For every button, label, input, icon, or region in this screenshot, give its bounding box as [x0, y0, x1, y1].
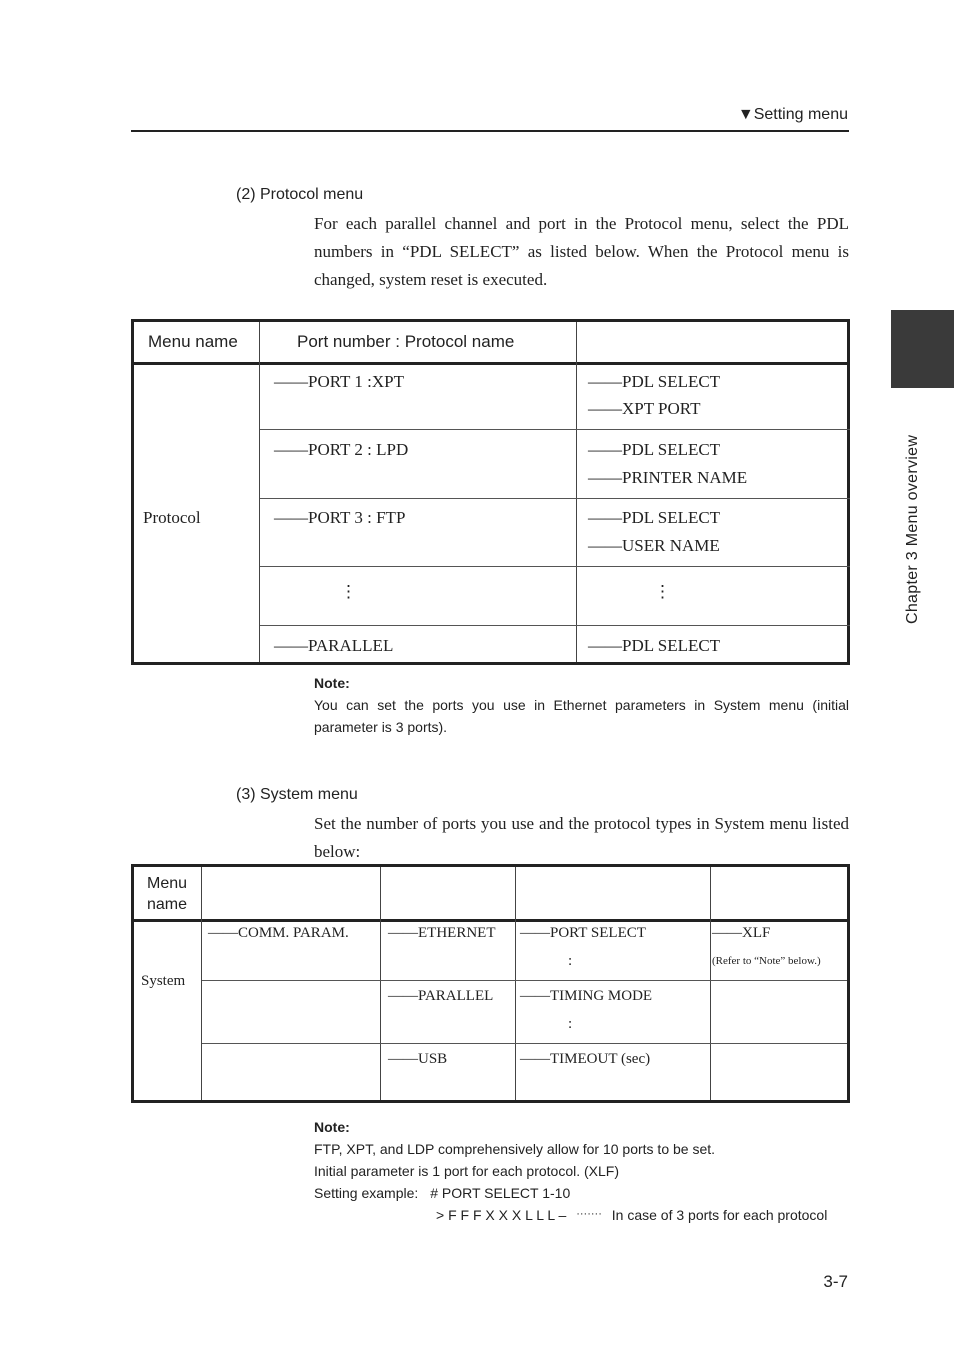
example-row — [314, 1182, 827, 1204]
table-row-divider — [260, 625, 850, 626]
section-title-protocol: (2) Protocol menu — [236, 186, 364, 203]
dotted-leader: ······· — [576, 1208, 602, 1220]
table-header-rule — [134, 919, 847, 922]
table-row-divider — [260, 429, 850, 430]
table-header-menu-name: Menu name — [146, 875, 188, 913]
ellipsis-vertical-icon: ⋮ — [340, 582, 357, 601]
page-number: 3-7 — [823, 1272, 848, 1291]
menu-name-cell: Protocol — [143, 508, 201, 527]
section-paragraph-system: Set the number of ports you use and the protocol types in System menu listed below: — [314, 814, 849, 861]
comm-param-cell: ——COMM. PARAM. — [208, 925, 349, 941]
item-cell: ——USER NAME — [588, 536, 720, 555]
table-row-divider — [260, 498, 850, 499]
item-cell: ——PDL SELECT — [588, 508, 721, 527]
port-cell: ——PORT 2 : LPD — [274, 440, 409, 459]
setting-cell: ——PORT SELECT — [520, 925, 646, 941]
table-row-divider — [260, 566, 850, 567]
setting-cell: ——TIMEOUT (sec) — [520, 1051, 651, 1067]
interface-cell: ——ETHERNET — [388, 925, 496, 941]
table-col-divider — [710, 867, 711, 1100]
menu-name-cell: System — [141, 973, 186, 989]
table-col-divider — [515, 867, 516, 1100]
value-cell: ——XLF — [712, 925, 771, 941]
example-label: Setting example: — [314, 1185, 419, 1201]
note-heading: Note: — [314, 1119, 350, 1135]
item-cell: ——PDL SELECT — [588, 372, 721, 391]
note-text — [314, 1138, 827, 1228]
ellipsis-vertical-icon: ⋮ — [654, 582, 671, 601]
header-rule — [131, 130, 849, 132]
table-col-divider — [201, 867, 202, 1100]
port-cell: ——PORT 1 :XPT — [274, 372, 404, 391]
interface-cell: ——USB — [388, 1051, 448, 1067]
section-title-system: (3) System menu — [236, 786, 358, 803]
example-value: > F F F X X X L L L – — [436, 1207, 567, 1223]
table-header-port: Port number : Protocol name — [297, 332, 515, 351]
system-menu-table — [131, 864, 850, 1103]
note-heading: Note: — [314, 675, 350, 691]
setting-cell: ——TIMING MODE — [520, 988, 653, 1004]
table-header-rule — [134, 362, 847, 365]
table-row-divider — [202, 980, 847, 981]
table-header-menu-name: Menu name — [148, 332, 238, 351]
table-row-divider — [202, 1043, 847, 1044]
running-header — [738, 106, 848, 124]
example-row — [314, 1204, 827, 1228]
table-col-divider — [576, 322, 577, 662]
triangle-down-icon: ▼ — [737, 106, 754, 123]
chapter-side-text: Chapter 3 Menu overview — [904, 434, 921, 624]
chapter-tab-marker — [891, 310, 954, 388]
header-title: Setting menu — [753, 106, 848, 123]
chapter-side-label — [900, 410, 924, 630]
continuation-mark: : — [568, 953, 573, 969]
continuation-mark: : — [568, 1016, 573, 1032]
note-text: You can set the ports you use in Ethernet parameters in System menu (initial parameter is 3 ports). — [314, 697, 849, 735]
port-cell: ——PARALLEL — [274, 636, 394, 655]
note-line: FTP, XPT, and LDP comprehensively allow for 10 ports to be set. — [314, 1141, 716, 1157]
item-cell: ——PRINTER NAME — [588, 468, 748, 487]
table-col-divider — [380, 867, 381, 1100]
item-cell: ——PDL SELECT — [588, 440, 721, 459]
protocol-menu-table — [131, 319, 850, 665]
interface-cell: ——PARALLEL — [388, 988, 494, 1004]
note-line: Initial parameter is 1 port for each protocol. (XLF) — [314, 1163, 620, 1179]
section-paragraph-protocol: For each parallel channel and port in the Protocol menu, select the PDL numbers in “PDL SELECT” as listed below. When the Protocol menu is changed, system reset is executed. — [314, 214, 849, 289]
value-note: (Refer to “Note” below.) — [712, 955, 821, 967]
table-col-divider — [259, 322, 260, 662]
example-command: # PORT SELECT 1-10 — [430, 1185, 571, 1201]
port-cell: ——PORT 3 : FTP — [274, 508, 406, 527]
item-cell: ——PDL SELECT — [588, 636, 721, 655]
item-cell: ——XPT PORT — [588, 399, 701, 418]
example-comment: In case of 3 ports for each protocol — [611, 1207, 828, 1223]
